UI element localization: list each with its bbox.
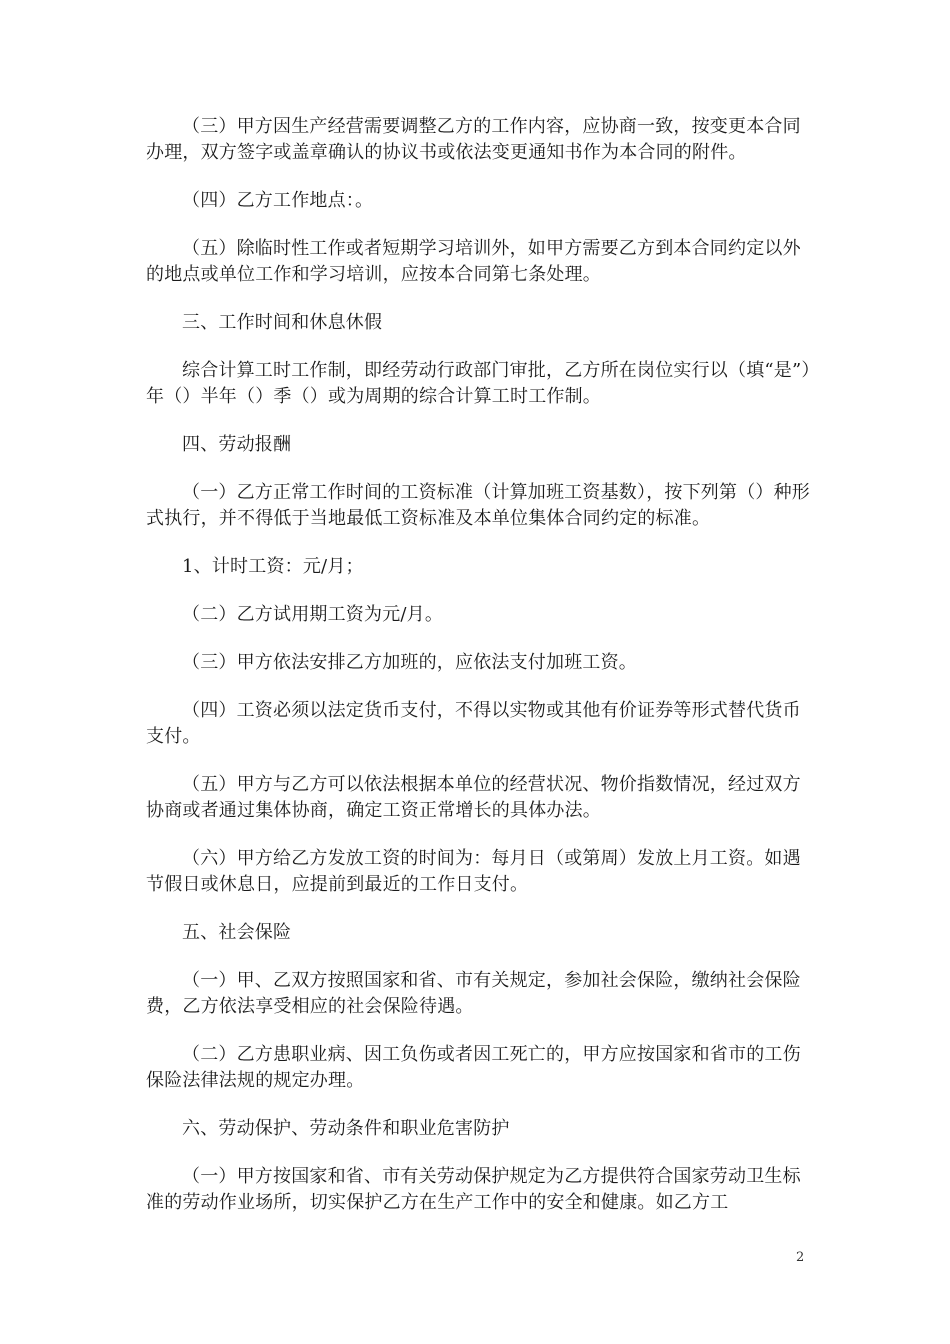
paragraph: （二）乙方患职业病、因工负伤或者因工死亡的，甲方应按国家和省市的工伤保险法律法规的规定办理。 bbox=[146, 1044, 801, 1091]
document-body bbox=[146, 114, 811, 1238]
paragraph: （四）工资必须以法定货币支付，不得以实物或其他有价证券等形式替代货币支付。 bbox=[146, 700, 801, 747]
paragraph: （六）甲方给乙方发放工资的时间为：每月日（或第周）发放上月工资。如遇节假日或休息日，应提前到最近的工作日支付。 bbox=[146, 848, 801, 895]
paragraph: （一）甲、乙双方按照国家和省、市有关规定，参加社会保险，缴纳社会保险费，乙方依法享受相应的社会保险待遇。 bbox=[146, 970, 801, 1017]
paragraph: （三）甲方依法安排乙方加班的，应依法支付加班工资。 bbox=[182, 652, 637, 673]
paragraph: （三）甲方因生产经营需要调整乙方的工作内容，应协商一致，按变更本合同办理，双方签字或盖章确认的协议书或依法变更通知书作为本合同的附件。 bbox=[146, 116, 801, 163]
paragraph: （四）乙方工作地点：。 bbox=[182, 190, 374, 211]
paragraph: （一）甲方按国家和省、市有关劳动保护规定为乙方提供符合国家劳动卫生标准的劳动作业场所，切实保护乙方在生产工作中的安全和健康。如乙方工 bbox=[146, 1166, 801, 1213]
paragraph: （五）除临时性工作或者短期学习培训外，如甲方需要乙方到本合同约定以外的地点或单位工作和学习培训，应按本合同第七条处理。 bbox=[146, 238, 801, 285]
paragraph: 1、计时工资：元/月； bbox=[182, 556, 364, 577]
paragraph: 综合计算工时工作制，即经劳动行政部门审批，乙方所在岗位实行以（填“是”）年（）半年（）季（）或为周期的综合计算工时工作制。 bbox=[146, 360, 811, 407]
section-heading: 五、社会保险 bbox=[182, 922, 292, 943]
paragraph: （二）乙方试用期工资为元/月。 bbox=[182, 604, 444, 625]
paragraph: （五）甲方与乙方可以依法根据本单位的经营状况、物价指数情况，经过双方协商或者通过集体协商，确定工资正常增长的具体办法。 bbox=[146, 774, 801, 821]
paragraph: （一）乙方正常工作时间的工资标准（计算加班工资基数），按下列第（）种形式执行，并不得低于当地最低工资标准及本单位集体合同约定的标准。 bbox=[146, 482, 810, 529]
section-heading: 六、劳动保护、劳动条件和职业危害防护 bbox=[182, 1118, 510, 1139]
page-number: 2 bbox=[796, 1250, 805, 1265]
section-heading: 三、工作时间和休息休假 bbox=[182, 312, 383, 333]
section-heading: 四、劳动报酬 bbox=[182, 434, 292, 455]
